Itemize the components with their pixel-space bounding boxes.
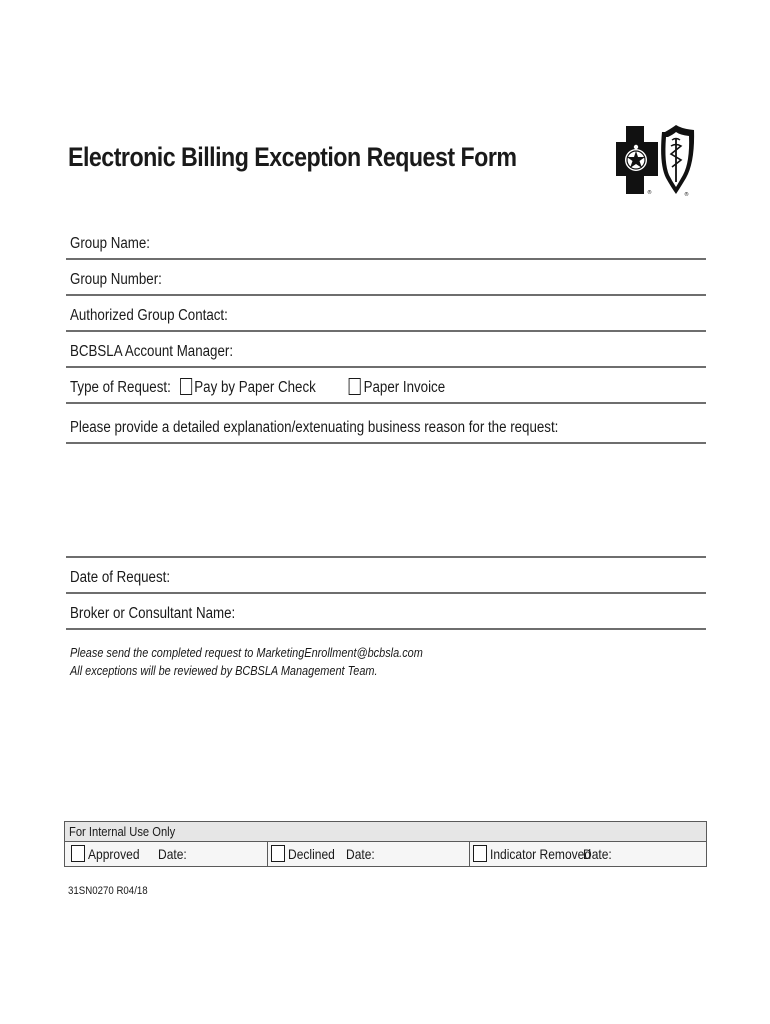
group-number-label: Group Number: (70, 271, 162, 288)
send-to-note: Please send the completed request to MarketingEnrollment@bcbsla.com (70, 645, 423, 660)
authorized-contact-field[interactable] (66, 296, 706, 332)
declined-date[interactable] (346, 842, 379, 866)
approved-checkbox[interactable] (71, 845, 85, 862)
blue-shield-logo-icon (661, 125, 694, 198)
svg-text:®: ® (684, 192, 689, 198)
declined-option (267, 842, 342, 866)
form-code: 31SN0270 R04/18 (68, 885, 148, 897)
account-manager-field[interactable] (66, 332, 706, 368)
authorized-contact-label: Authorized Group Contact: (70, 307, 228, 324)
explanation-label: Please provide a detailed explanation/extenuating business reason for the request: (70, 419, 559, 436)
bcbs-logos (614, 124, 698, 198)
internal-use-row (65, 842, 706, 866)
approved-date[interactable] (158, 842, 191, 866)
account-manager-label: BCBSLA Account Manager: (70, 343, 234, 360)
paper-invoice-checkbox[interactable] (349, 378, 361, 395)
group-name-label: Group Name: (70, 235, 151, 252)
approved-date-label: Date: (158, 846, 187, 862)
type-of-request-row (66, 368, 706, 404)
blue-cross-logo-icon (616, 126, 658, 196)
paper-check-checkbox[interactable] (180, 378, 192, 395)
explanation-text-area[interactable] (66, 444, 706, 558)
approved-option (67, 842, 148, 866)
paper-check-label: Pay by Paper Check (194, 379, 316, 396)
group-number-field[interactable] (66, 260, 706, 296)
explanation-field[interactable] (66, 404, 706, 444)
date-of-request-field[interactable] (66, 558, 706, 594)
review-note: All exceptions will be reviewed by BCBSLA Management Team. (70, 663, 378, 678)
indicator-removed-date-label: Date: (583, 846, 612, 862)
type-of-request-group (70, 378, 445, 397)
date-of-request-label: Date of Request: (70, 569, 171, 586)
declined-checkbox[interactable] (271, 845, 285, 862)
declined-date-label: Date: (346, 846, 375, 862)
internal-use-title: For Internal Use Only (69, 824, 176, 839)
approved-label: Approved (88, 846, 140, 862)
broker-name-label: Broker or Consultant Name: (70, 605, 236, 622)
indicator-removed-date[interactable] (583, 842, 616, 866)
paper-invoice-label: Paper Invoice (363, 379, 446, 396)
indicator-removed-label: Indicator Removed (490, 846, 592, 862)
type-of-request-label: Type of Request: (70, 379, 171, 396)
broker-name-field[interactable] (66, 594, 706, 630)
declined-label: Declined (288, 846, 335, 862)
internal-use-box (64, 821, 707, 867)
form-title: Electronic Billing Exception Request Form (68, 142, 517, 172)
group-name-field[interactable] (66, 226, 706, 260)
svg-text:®: ® (647, 190, 652, 196)
internal-use-header (65, 822, 706, 842)
indicator-removed-checkbox[interactable] (473, 845, 487, 862)
